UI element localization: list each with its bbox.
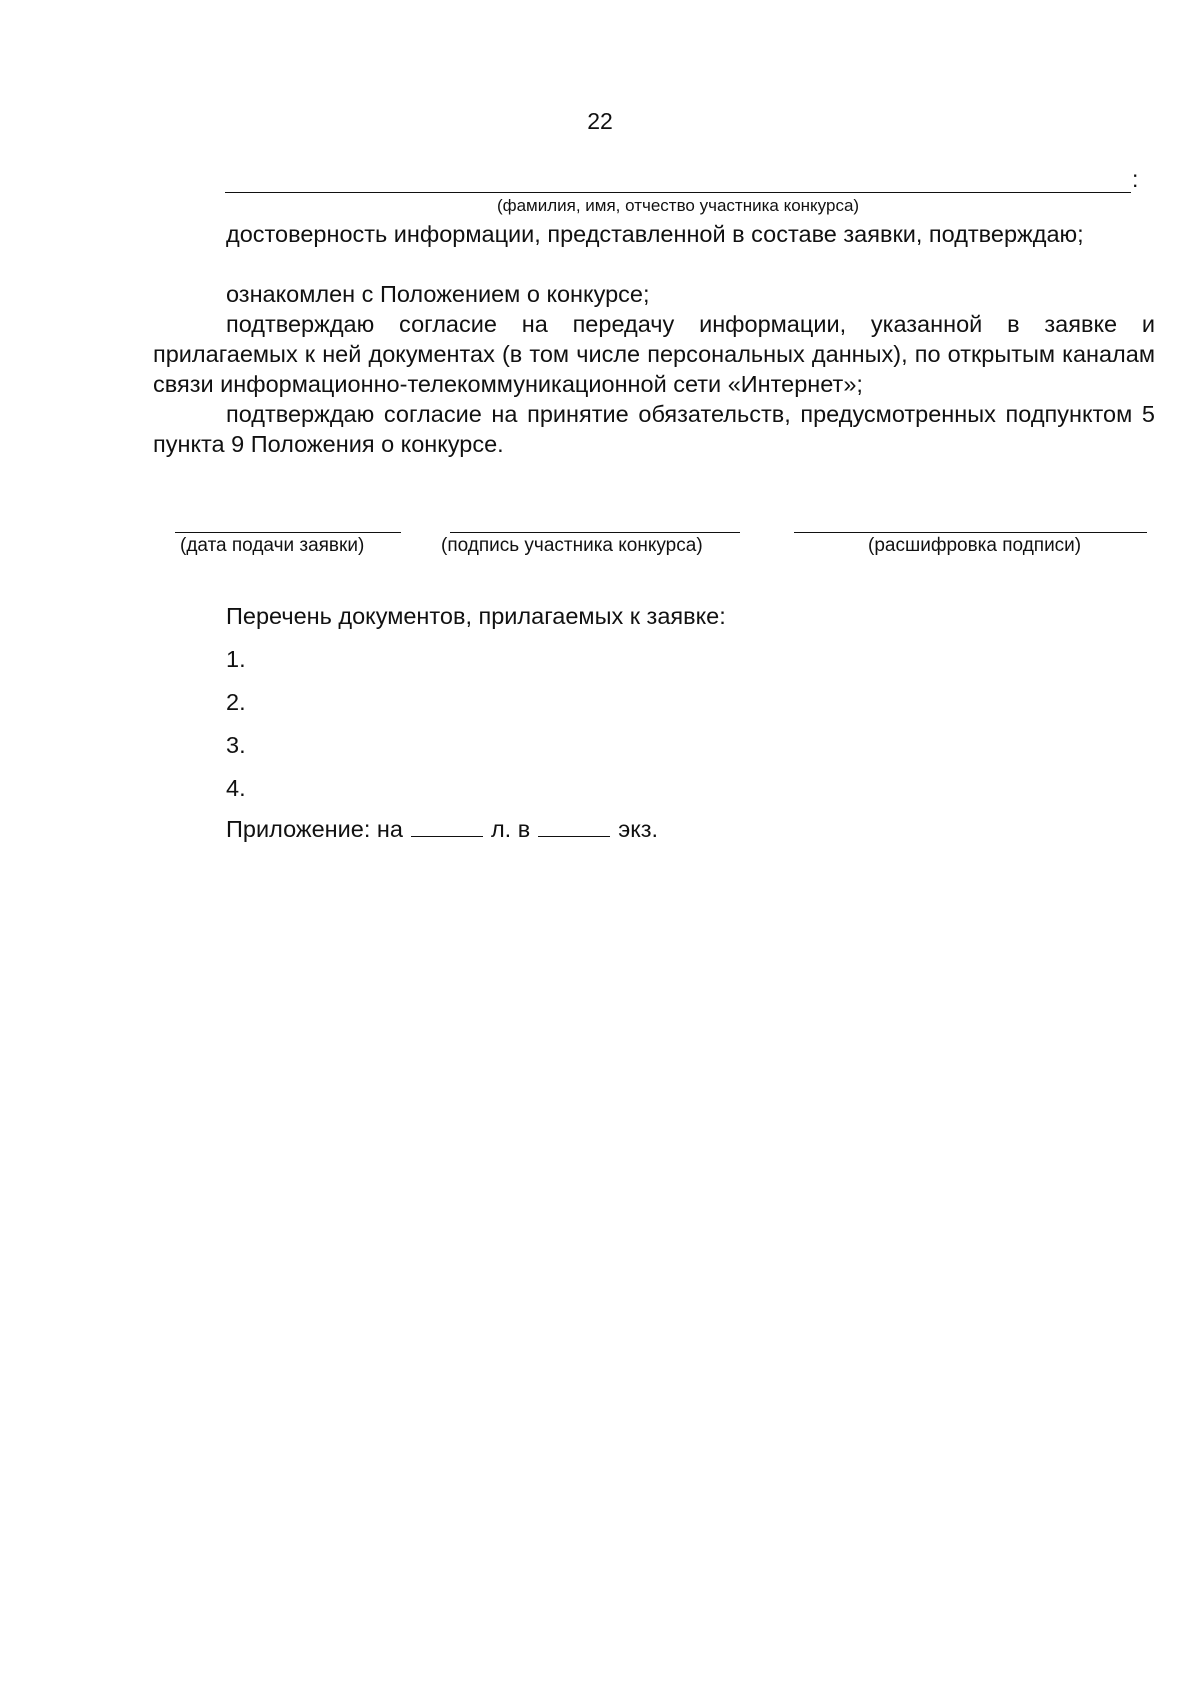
date-caption: (дата подачи заявки): [180, 535, 365, 556]
transcript-caption: (расшифровка подписи): [868, 535, 1082, 556]
documents-list-title: Перечень документов, прилагаемых к заявке:: [226, 603, 726, 629]
paragraph-acquainted: ознакомлен с Положением о конкурсе;: [226, 281, 650, 307]
attachment-middle: л. в: [490, 816, 531, 842]
page-number: 22: [587, 108, 613, 134]
name-underline: [225, 192, 1131, 193]
date-signature-line: [175, 532, 401, 533]
paragraph-data-consent: подтверждаю согласие на передачу информации, указанной в заявке и прилагаемых к ней документах (в том числе персональных данных), по открытым каналам связи информационно-телекоммуникационной сети «Интернет»;: [153, 311, 1155, 397]
list-item: 4.: [226, 775, 246, 801]
list-item: 2.: [226, 689, 246, 715]
list-item: 3.: [226, 732, 246, 758]
paragraph-obligations-consent: подтверждаю согласие на принятие обязательств, предусмотренных подпунктом 5 пункта 9 Положения о конкурсе.: [153, 401, 1155, 457]
name-colon: :: [1132, 166, 1139, 192]
attachment-line: [226, 816, 658, 843]
signature-caption: (подпись участника конкурса): [441, 535, 703, 556]
attachment-suffix: экз.: [618, 816, 659, 842]
transcript-signature-line: [794, 532, 1147, 533]
attachment-prefix: Приложение: на: [226, 816, 403, 842]
list-item: 1.: [226, 646, 246, 672]
copies-blank: [538, 816, 610, 837]
sheets-blank: [411, 816, 483, 837]
participant-signature-line: [450, 532, 740, 533]
paragraph-confirm-accuracy: достоверность информации, представленной в составе заявки, подтверждаю;: [226, 221, 1084, 247]
name-caption: (фамилия, имя, отчество участника конкурса): [496, 196, 860, 215]
